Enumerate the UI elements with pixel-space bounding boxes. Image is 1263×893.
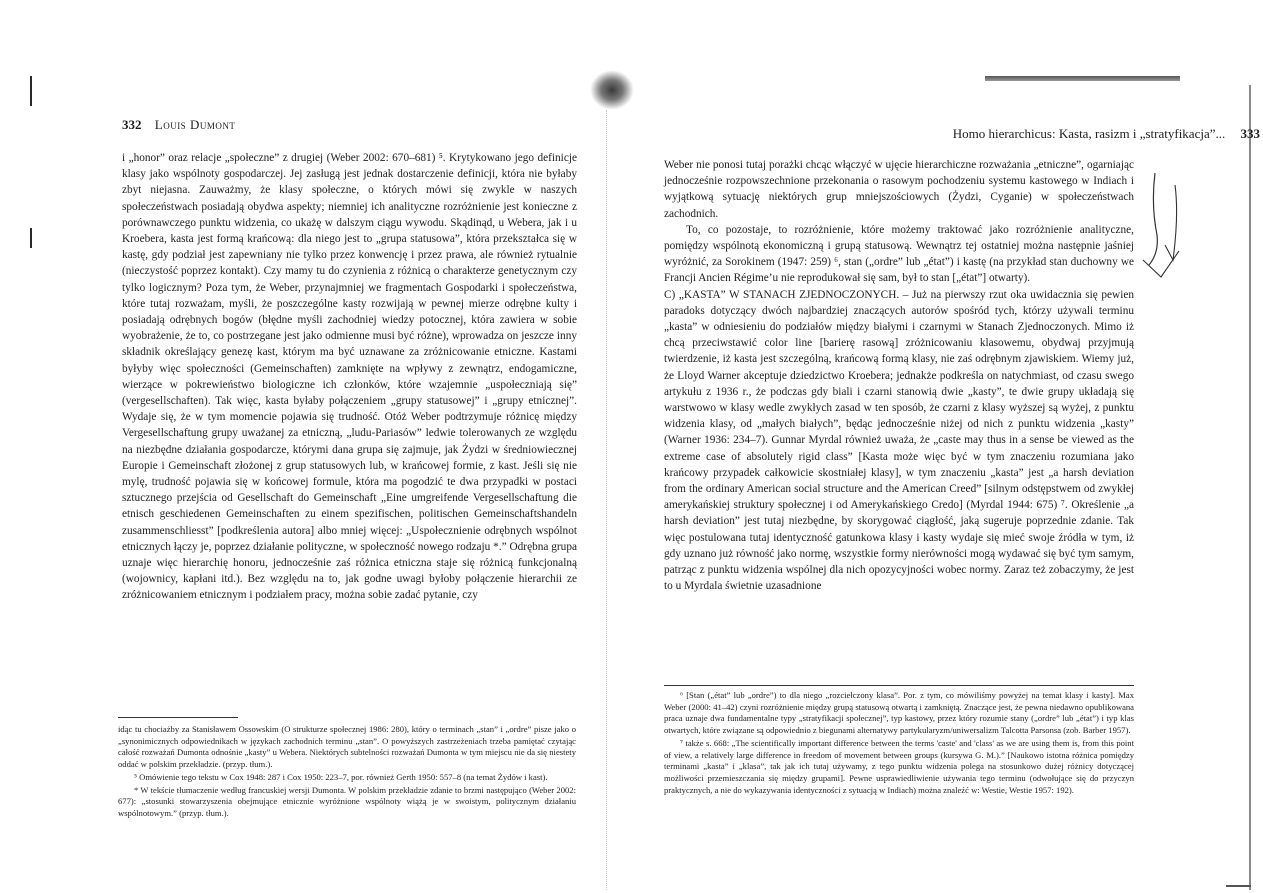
margin-pen-marks: [1135, 165, 1215, 285]
right-footnote-rule: [664, 685, 1134, 686]
left-body-paragraph: i „honor” oraz relacje „społeczne” z drugiej (Weber 2002: 670–681) ⁵. Krytykowano jego definicje klasy jako wspólnoty gospodarczej. Jej zasługą jest jednak dostarczenie definicji, która nie byłaby zbyt niejasna. Zauważmy, że klasy społeczne, o których mówi się zwykle w naszych społeczeństwach posiadają obydwa aspekty; niemniej ich analityczne rozróżnienie jest konieczne z porównawczego punktu widzenia, co ukażę w dalszym ciągu wywodu. Skądinąd, u Webera, jak i u Kroebera, kasta jest formą krańcową: dla niego jest to „grupa statusowa”, która przekształca się w kastę, gdy podział jest zapewniany nie tylko przez konwencję i przez prawa, ale również rytualnie (nieczystość poprzez kontakt). Czy mamy tu do czynienia z różnicą o charakterze genetycznym czy tylko logicznym? Poza tym, że Weber, przynajmniej we fragmentach Gospodarki i społeczeństwa, które tutaj rozważam, myśli, że poszczególne kasty rozwijają w pewnej mierze odrębne kulty i posiadają odrębnych bogów (błędne myśli zachodniej wiedzy potocznej, która zawiera w sobie wyobrażenie, że to, co postrzegane jest jako odmienne musi być różne), wprowadza on jeszcze inny składnik określający genezę kast, którym ma być uznawane za zróżnicowanie etniczne. Kastami byłyby więc społeczności (Gemeinschaften) zamknięte na wpływy z zewnątrz, endogamiczne, wierzące w pokrewieństwo biologiczne ich członków, które wzajemnie „uspołeczniają się” (vergesellschaften). Tak więc, kasta byłaby połączeniem „grupy statusowej” i „grupy etnicznej”. Wydaje się, że w tym momencie pojawia się trudność. Otóż Weber podtrzymuje różnicę między Vergesellschaftung grupy uważanej za etniczną, „ludu-Pariasów” ledwie tolerowanych ze względu na niezbędne działania gospodarcze, którymi dana grupa się zajmuje, jak Żydzi w średniowiecznej Europie i Gemeinschaft złożonej z grup statusowych lub, w krańcowej formie, z kast. Jeśli się nie mylę, trudność pojawia się w końcowej formule, która ma pogodzić te dwa przypadki w postaci sztucznego przejścia od Gesellschaft do Gemeinschaft „Eine umgreifende Vergesellschaftung die etnisch geschiedenen Gemeinschaften zu einem spezifischen, politischen Gemeinschaftshandeln zusammenschliesst” [podkreślenia autora] albo mniej więcej: „Uspołecznienie odrębnych wspólnot etnicznych łączy je, poprzez działanie polityczne, w społeczność nowego rodzaju *.” Odrębna grupa uznaje więc hierarchię honoru, jednocześnie zaś różnica etniczna staje się różnicą funkcjonalną (wojownicy, kapłani itd.). Bez względu na to, jak godne uwagi byłoby połączenie hierarchii ze zróżnicowaniem etnicznym i podziałem pracy, można sobie zadać pytanie, czy: [122, 152, 577, 602]
right-footnotes: [664, 690, 1134, 797]
left-body: [122, 150, 577, 604]
left-footnote-star: * W tekście tłumaczenie według francuskiej wersji Dumonta. W polskim przekładzie zdanie to brzmi następująco (Weber 2002: 677): „stosunki stowarzyszenia obejmujące etnicznie wyróżnione wspólnoty wiążą je w swoistym, politycznym działaniu wspólnotowym.” (przyp. tłum.).: [118, 784, 576, 818]
binding-gutter: [606, 110, 617, 890]
right-page-number: 333: [1240, 126, 1260, 141]
left-footnote-rule: [118, 717, 238, 718]
left-footnote-5: ⁵ Omówienie tego tekstu w Cox 1948: 287 i Cox 1950: 223–7, por. również Gerth 1950: 557–8 (na temat Żydów i kast).: [134, 771, 548, 782]
left-running-head: [122, 117, 235, 133]
right-running-title: Homo hierarchicus: Kasta, rasizm i „stratyfikacja”...: [952, 126, 1226, 141]
left-page: [0, 0, 590, 893]
right-section-c: C) „KASTA” W STANACH ZJEDNOCZONYCH. – Już na pierwszy rzut oka uwidacznia się pewien paradoks dotyczący dwóch najbardziej znaczących autorów spośród tych, którzy używali terminu „kasta” w odniesieniu do podziałów między białymi i czarnymi w Stanach Zjednoczonych. Mimo iż chcą przeciwstawić color line [barierę rasową] zróżnicowaniu klasowemu, obydwaj przyjmują twierdzenie, iż kasta jest szczególną, krańcową formą klasy, nie zaś odrębnym zjawiskiem. Wiemy już, że Lloyd Warner akceptuje dziedzictwo Kroebera; jednakże podkreśla on natychmiast, od czasu swego artykułu z 1936 r., że podczas gdy biali i czarni stanowią dwie „kasty”, te dwie grupy układają się warstwowo w klasy wedle zwykłych zasad w ten sposób, że czarni z klasy wyższej są wyżej, z punktu widzenia klasy, od „małych białych”, będąc jednocześnie niżej od nich z punktu widzenia „kasty” (Warner 1936: 234–7). Gunnar Myrdal również uważa, że „caste may thus in a sense be viewed as the extreme case of absolutely rigid class” [Kasta może więc być w tym znaczeniu rozumiana jako krańcowy przypadek całkowicie skostniałej klasy], w tym znaczeniu „kasta” jest „a harsh deviation from the ordinary American social structure and the American Creed” [silnym odstępstwem od zwykłej amerykańskiej struktury społecznej i od Amerykańskiego Credo] (Myrdal 1944: 675) ⁷. Określenie „a harsh deviation” jest tutaj niezbędne, by skorygować ciągłość, jaką sugeruje poprzednie zdanie. Tak więc postulowana tutaj identyczność gatunkowa klasy i kasty wydaje się mieć swoje źródła w tym, iż gdy uznano już równość jako normę, wszystkie formy nierówności mogą wydawać się być tym samym, patrząc z punktu widzenia wspólnej dla nich opozycyjności wobec normy. Zaraz też zobaczymy, że jest to u Myrdala świetnie uzasadnione: [664, 288, 1134, 593]
left-author: Louis Dumont: [154, 117, 236, 132]
left-footnote-cont: idąc tu chociażby za Stanisławem Ossowskim (O strukturze społecznej 1986: 280), który o terminach „stan” i „ordre” pisze jako o „synonimicznych odpowiednikach w językach zachodnich terminu „stan”. O powyższych zastrzeżeniach trzeba pamiętać czytając całość rozważań Dumonta odnośnie „kasty” u Webera. Niektórych subtelności rozważań Dumonta w tym miejscu nie da się niestety oddać w polskim przekładzie. (przyp. tłum.).: [118, 724, 576, 770]
binding-shadow: [590, 70, 634, 110]
right-body-paragraph-2: To, co pozostaje, to rozróżnienie, które możemy traktować jako rozróżnienie analityczne, pomiędzy wspólnotą ekonomiczną i grupą statusową. Wewnątrz tej ostatniej można następnie jaśniej wyróżnić, za Sorokinem (1947: 259) ⁶, stan („ordre” lub „état”) i kastę (na przykład stan duchowny we Francji Ancien Régime’u nie reprodukował się sam, był to stan [„état”] otwarty).: [664, 223, 1134, 285]
right-body: [664, 157, 1134, 594]
left-page-number: 332: [122, 117, 142, 132]
right-footnote-6: ⁶ [Stan („état” lub „ordre”) to dla niego „rozciełczony klasa”. Por. z tym, co mówiliśmy powyżej na temat klasy i kasty]. Max Weber (2000: 41–42) czyni rozróżnienie między grupą statusową otwartą i zamkniętą. Znaczące jest, że pewna niedawno opublikowana praca uznaje dwa fundamentalne typy „stratyfikacji społecznej”, typ kastowy, przez który rozumie stany („ordre” lub „état”) i typ klas otwartych, które związane są odpowiednio z biegunami alternatywy partykularyzm/uniwersalizm Talcotta Parsonsa (zob. Barber 1957).: [664, 690, 1134, 736]
left-footnotes: [118, 724, 576, 821]
right-running-head: [800, 126, 1260, 142]
right-body-paragraph-1: Weber nie ponosi tutaj porażki chcąc włączyć w ujęcie hierarchiczne rozważania „etniczne”, ogarniając jednocześnie rozpowszechnione przekonania o rasowym pochodzeniu systemu kastowego w Indiach i wyjątkową sytuację niektórych grup mniejszościowych (Żydzi, Cyganie) w społeczeństwach zachodnich.: [664, 159, 1134, 220]
right-footnote-7: ⁷ także s. 668: „The scientifically important difference between the terms 'caste' and 'class' as we are using them is, from this point of view, a relatively large difference in freedom of movement between groups (kursywa G. M.).” [Naukowo istotna różnica pomiędzy terminami „kasta” i „klasa”, tak jak ich tutaj używamy, z tego punktu widzenia polega na stosunkowo dużej różnicy dotyczącej możliwości przemieszczania się między grupami]. Pewne usprawiedliwienie używania tego terminu (odwołujące się do przyczyn praktycznych, a nie do wykazywania identyczności z sytuacją w Indiach) można znaleźć w: Westie, Westie 1957: 192).: [664, 737, 1134, 795]
right-page: [630, 0, 1263, 893]
